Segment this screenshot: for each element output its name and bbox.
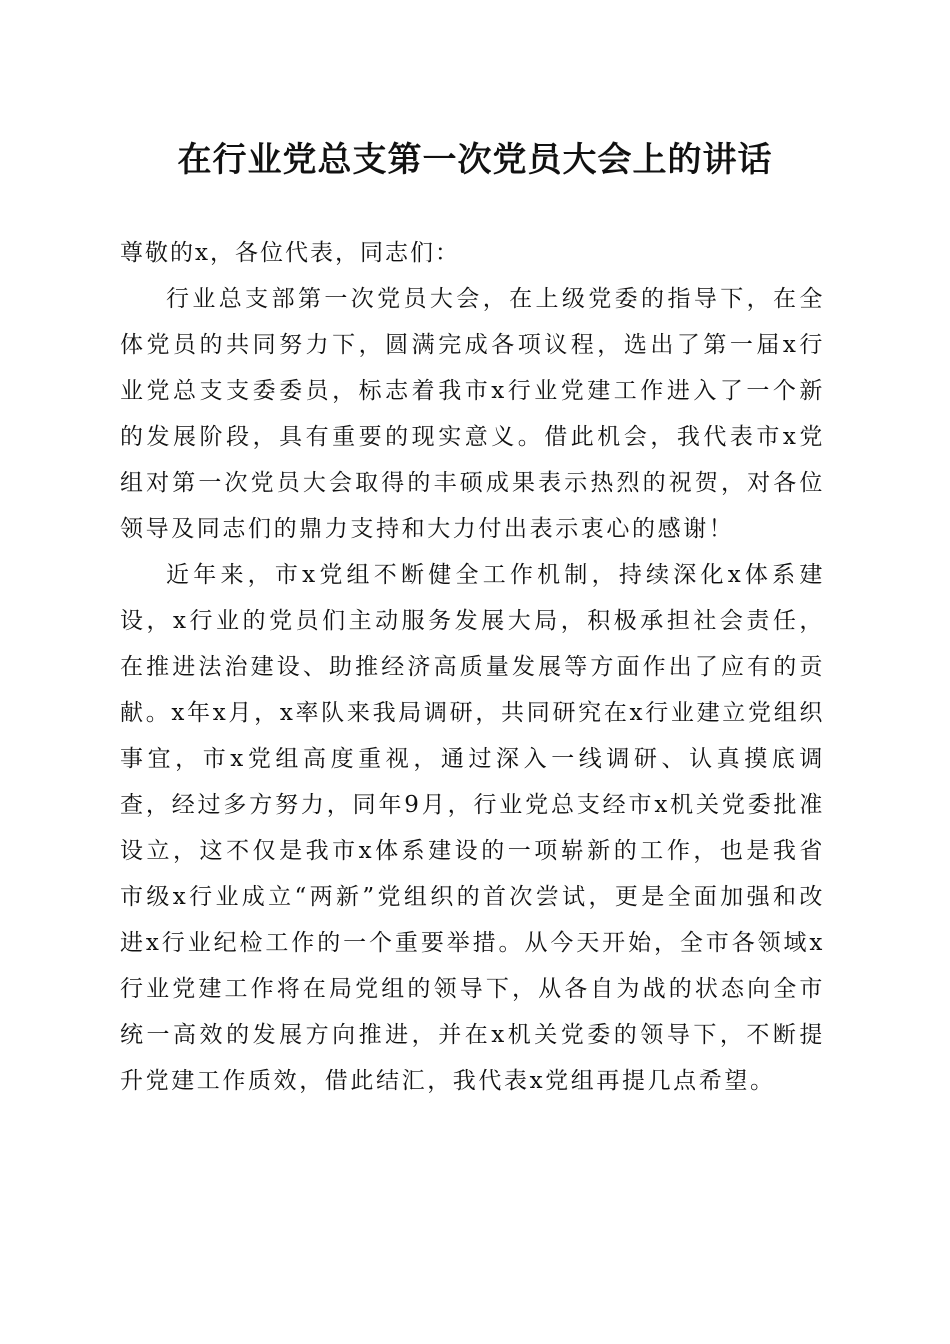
paragraph-2: 近年来，市x党组不断健全工作机制，持续深化x体系建设，x行业的党员们主动服务发展大局，积极承担社会责任，在推进法治建设、助推经济高质量发展等方面作出了应有的贡献。x年x月，x率队来我局调研，共同研究在x行业建立党组织事宜，市x党组高度重视，通过深入一线调研、认真摸底调查，经过多方努力，同年9月，行业党总支经市x机关党委批准设立，这不仅是我市x体系建设的一项崭新的工作，也是我省市级x行业成立“两新”党组织的首次尝试，更是全面加强和改进x行业纪检工作的一个重要举措。从今天开始，全市各领域x行业党建工作将在局党组的领导下，从各自为战的状态向全市统一高效的发展方向推进，并在x机关党委的领导下，不断提升党建工作质效，借此结汇，我代表x党组再提几点希望。 (120, 562, 825, 1094)
document-title: 在行业党总支第一次党员大会上的讲话 (177, 140, 773, 180)
document-body (120, 230, 825, 1104)
paragraph-1: 行业总支部第一次党员大会，在上级党委的指导下，在全体党员的共同努力下，圆满完成各项议程，选出了第一届x行业党总支支委委员，标志着我市x行业党建工作进入了一个新的发展阶段，具有重要的现实意义。借此机会，我代表市x党组对第一次党员大会取得的丰硕成果表示热烈的祝贺，对各位领导及同志们的鼎力支持和大力付出表示衷心的感谢！ (120, 286, 825, 542)
salutation: 尊敬的x，各位代表，同志们： (120, 240, 460, 266)
